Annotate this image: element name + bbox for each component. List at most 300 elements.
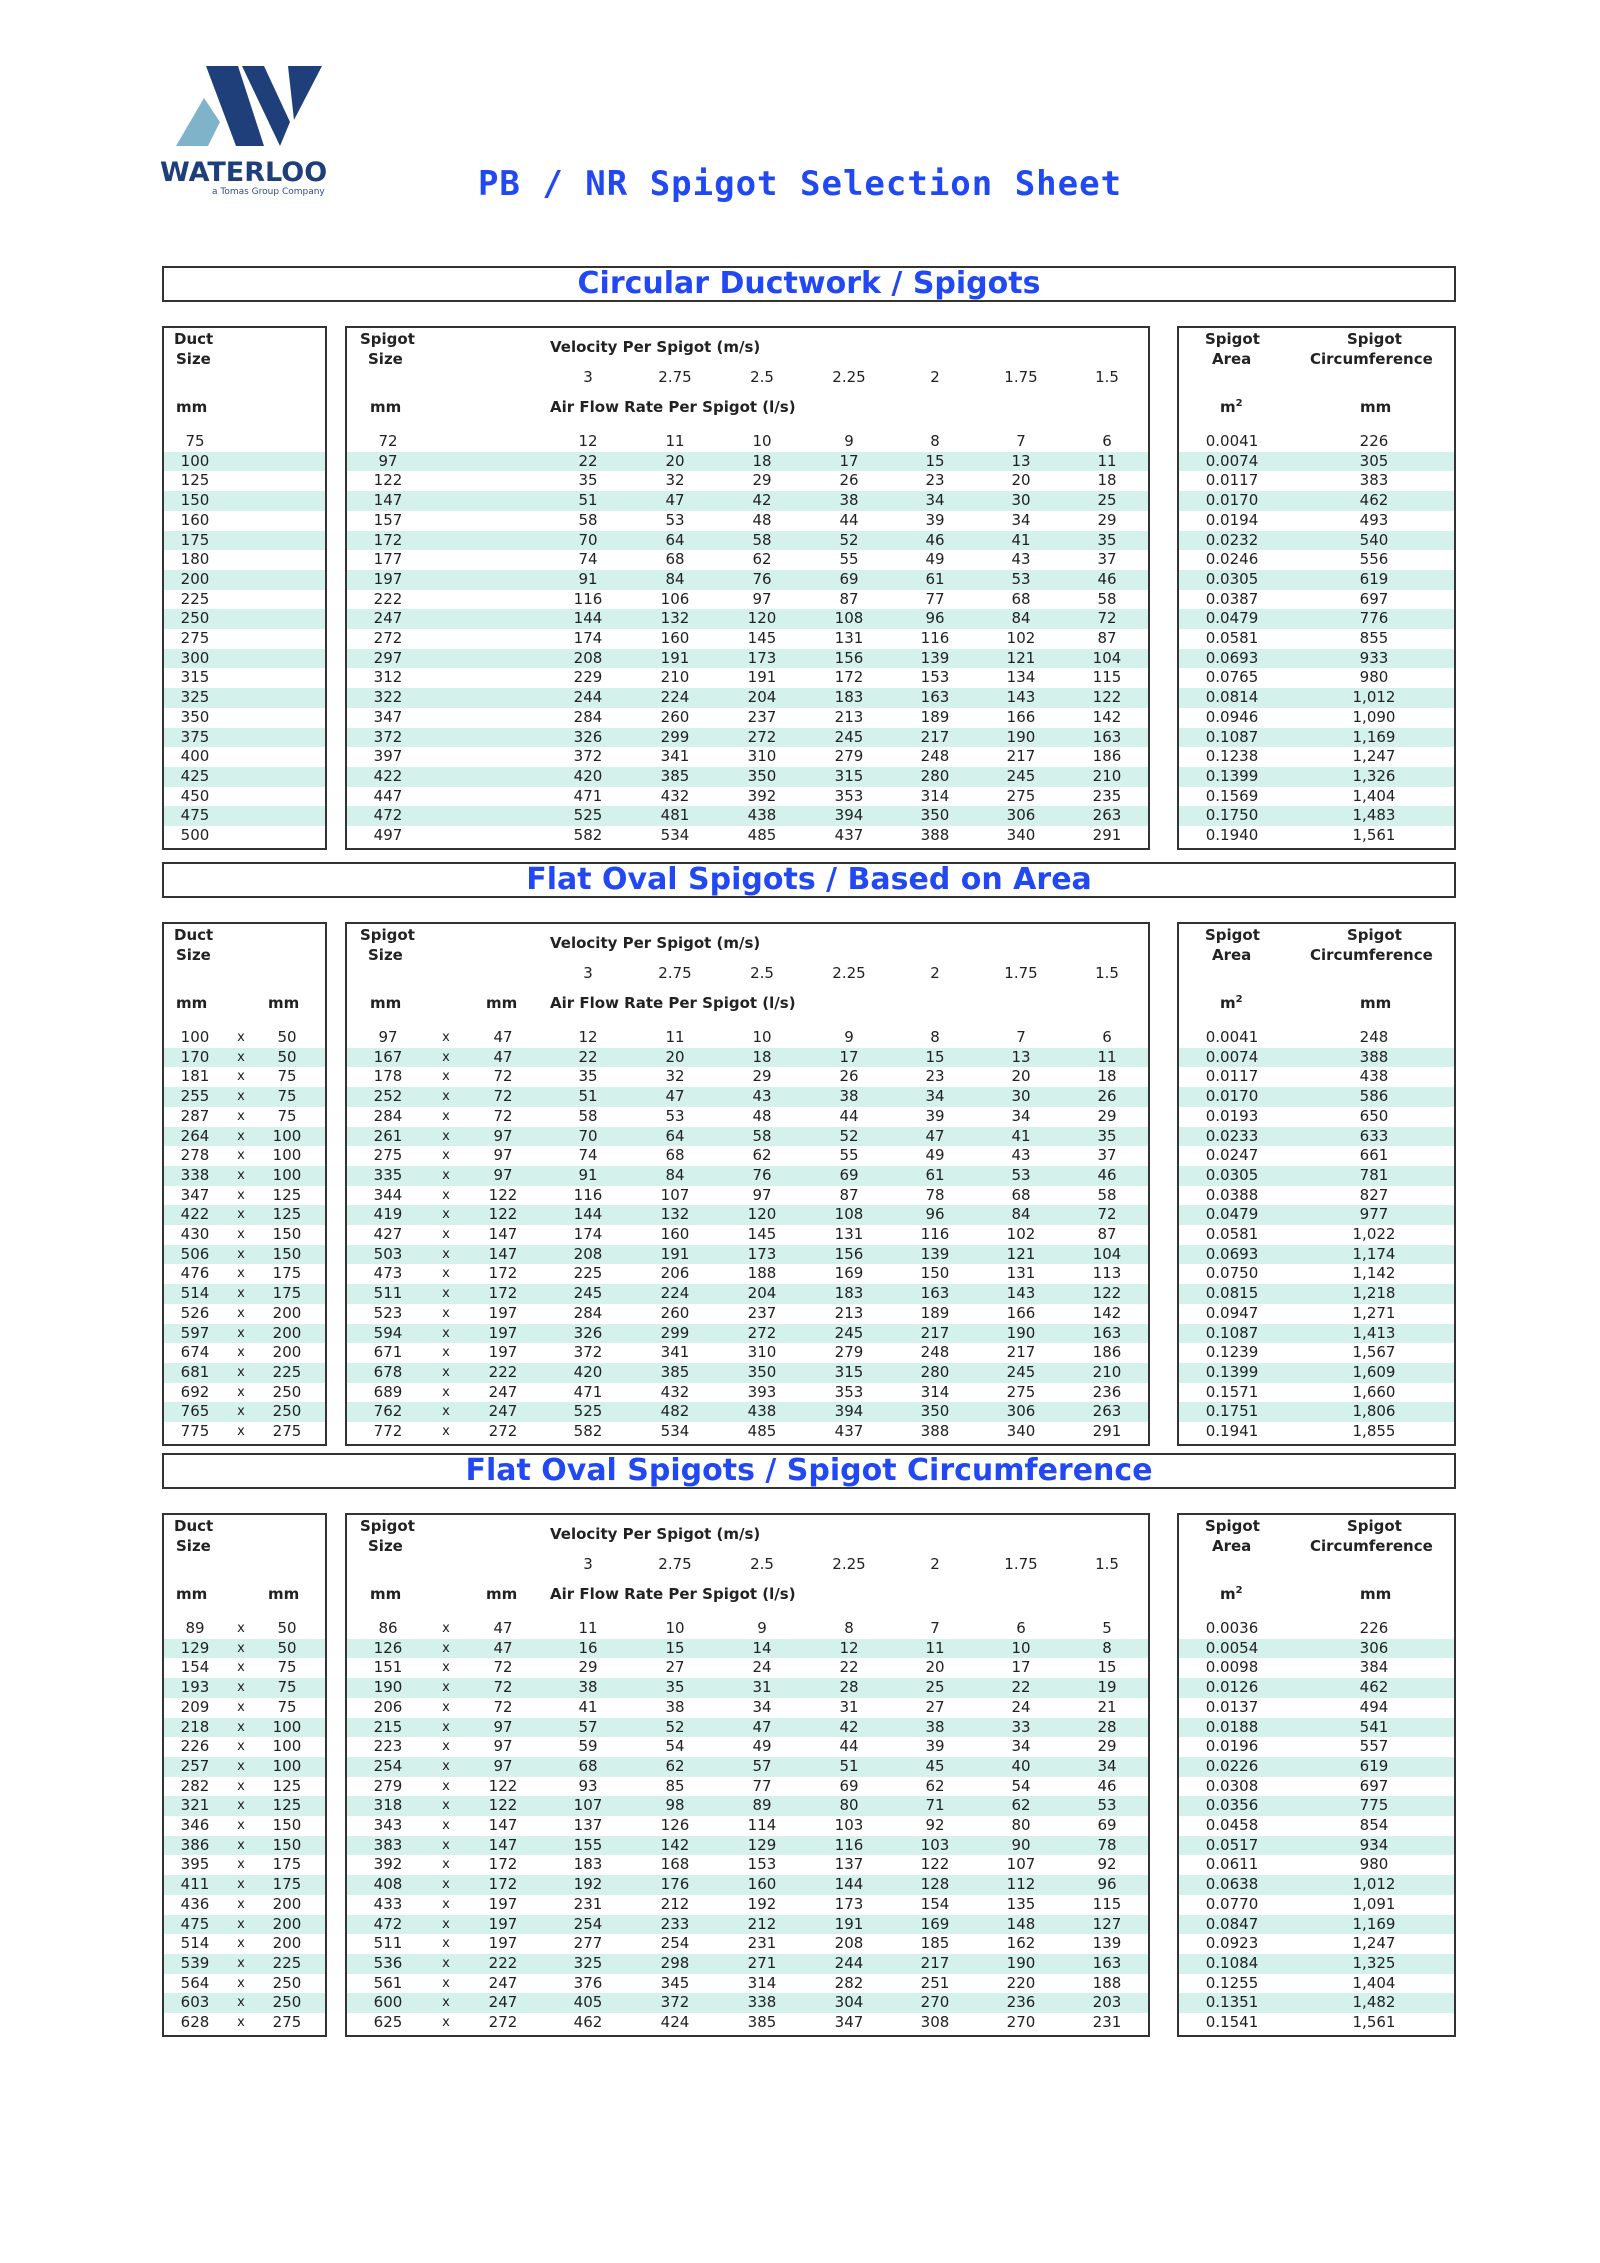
spigot-area: 0.0247 (1205, 1146, 1259, 1165)
airflow-value: 191 (660, 1244, 690, 1263)
duct-width: 347 (180, 1185, 210, 1204)
spigot-circ-label: Spigot (1347, 1517, 1402, 1535)
airflow-value: 103 (834, 1816, 864, 1834)
airflow-value: 128 (920, 1875, 950, 1894)
spigot-times: x (442, 1995, 450, 2011)
duct-height: 175 (272, 1284, 302, 1303)
size-label: Size (176, 1537, 211, 1555)
airflow-value: 30 (1011, 1087, 1031, 1106)
airflow-value: 229 (573, 668, 603, 687)
airflow-value: 237 (747, 1303, 777, 1322)
duct-size: 350 (180, 707, 210, 726)
airflow-value: 35 (665, 1678, 685, 1697)
spigot-width: 625 (373, 2013, 403, 2031)
airflow-value: 78 (1097, 1835, 1117, 1854)
airflow-value: 15 (925, 1047, 945, 1066)
spigot-area: 0.0638 (1205, 1875, 1259, 1894)
duct-size: 450 (180, 786, 210, 805)
velocity-value: 2 (930, 964, 940, 982)
spigot-area: 0.0923 (1205, 1934, 1259, 1953)
airflow-value: 482 (660, 1402, 690, 1421)
spigot-size: 472 (373, 806, 403, 825)
airflow-value: 173 (747, 648, 777, 667)
airflow-value: 132 (660, 609, 690, 628)
airflow-value: 48 (752, 1106, 772, 1125)
airflow-value: 58 (578, 510, 598, 529)
airflow-value: 172 (834, 668, 864, 687)
spigot-area: 0.0946 (1205, 707, 1259, 726)
spigot-times: x (442, 1266, 450, 1282)
spigot-area: 0.0814 (1205, 688, 1259, 707)
airflow-value: 80 (1011, 1816, 1031, 1834)
spigot-width: 126 (373, 1638, 403, 1657)
airflow-value: 46 (925, 530, 945, 549)
airflow-value: 254 (573, 1914, 603, 1933)
spigot-height: 47 (493, 1638, 513, 1657)
airflow-value: 24 (1011, 1697, 1031, 1716)
duct-width: 100 (180, 1028, 210, 1046)
duct-height: 125 (272, 1796, 302, 1815)
duct-width: 264 (180, 1126, 210, 1145)
spigot-circumference: 1,326 (1352, 766, 1396, 785)
airflow-value: 8 (844, 1619, 854, 1637)
duct-height: 225 (272, 1953, 302, 1972)
airflow-value: 270 (920, 1993, 950, 2012)
airflow-value: 53 (1011, 569, 1031, 588)
airflow-value: 39 (925, 1106, 945, 1125)
duct-width: 321 (180, 1796, 210, 1815)
spigot-circumference: 1,567 (1352, 1343, 1396, 1362)
duct-height: 200 (272, 1303, 302, 1322)
airflow-value: 284 (573, 707, 603, 726)
spigot-size: 372 (373, 727, 403, 746)
airflow-value: 10 (665, 1619, 685, 1637)
circ-unit-mm: mm (1360, 994, 1392, 1012)
airflow-value: 38 (839, 1087, 859, 1106)
duct-height: 100 (272, 1737, 302, 1756)
duct-width: 89 (185, 1619, 205, 1637)
airflow-value: 29 (1097, 1106, 1117, 1125)
airflow-value: 27 (925, 1697, 945, 1716)
airflow-value: 23 (925, 471, 945, 490)
spigot-unit-mm: mm (370, 994, 402, 1012)
airflow-value: 40 (1011, 1756, 1031, 1775)
duct-times: x (237, 1758, 245, 1774)
airflow-value: 115 (1092, 1894, 1122, 1913)
spigot-height: 247 (488, 1402, 518, 1421)
airflow-value: 90 (1011, 1835, 1031, 1854)
airflow-value: 87 (839, 1185, 859, 1204)
velocity-value: 2 (930, 368, 940, 386)
airflow-value: 143 (1006, 1284, 1036, 1303)
duct-width: 436 (180, 1894, 210, 1913)
airflow-value: 84 (665, 1165, 685, 1184)
airflow-value: 42 (839, 1717, 859, 1736)
airflow-value: 84 (665, 569, 685, 588)
airflow-value: 306 (1006, 1402, 1036, 1421)
duct-times: x (237, 1069, 245, 1085)
spigot-size: 497 (373, 826, 403, 844)
airflow-value: 55 (839, 550, 859, 569)
airflow-value: 213 (834, 707, 864, 726)
circ-unit-mm: mm (1360, 1585, 1392, 1603)
spigot-area: 0.1751 (1205, 1402, 1259, 1421)
duct-times: x (237, 1128, 245, 1144)
spigot-height: 122 (488, 1796, 518, 1815)
spigot-area: 0.0170 (1205, 491, 1259, 510)
airflow-value: 245 (834, 1323, 864, 1342)
airflow-value: 156 (834, 648, 864, 667)
airflow-value: 481 (660, 806, 690, 825)
airflow-value: 341 (660, 747, 690, 766)
spigot-times: x (442, 1699, 450, 1715)
airflow-value: 217 (920, 1953, 950, 1972)
duct-times: x (237, 1227, 245, 1242)
duct-size: 75 (185, 432, 205, 450)
spigot-circumference: 980 (1359, 1855, 1389, 1874)
spigot-times: x (442, 1739, 450, 1755)
velocity-value: 1.75 (1004, 1555, 1038, 1573)
spigot-circumference: 776 (1359, 609, 1389, 628)
duct-times: x (237, 1325, 245, 1341)
spigot-height: 47 (493, 1028, 513, 1046)
airflow-value: 132 (660, 1205, 690, 1224)
airflow-value: 188 (1092, 1973, 1122, 1992)
velocity-value: 2.5 (750, 1555, 774, 1573)
spigot-circumference: 1,090 (1352, 707, 1396, 726)
spigot-area: 0.0246 (1205, 550, 1259, 569)
airflow-value: 126 (660, 1816, 690, 1834)
duct-height: 50 (277, 1619, 297, 1637)
airflow-value: 34 (752, 1697, 772, 1716)
spigot-circumference: 1,609 (1352, 1362, 1396, 1381)
airflow-value: 341 (660, 1343, 690, 1362)
spigot-area: 0.0117 (1205, 471, 1259, 490)
duct-times: x (237, 1030, 245, 1045)
velocity-label: Velocity Per Spigot (m/s) (550, 1525, 761, 1543)
duct-size: 475 (180, 806, 210, 825)
spigot-height: 147 (488, 1835, 518, 1854)
spigot-height: 72 (493, 1697, 513, 1716)
spigot-width: 408 (373, 1875, 403, 1894)
airflow-value: 25 (1097, 491, 1117, 510)
area-unit-text: m (1220, 398, 1236, 416)
airflow-value: 104 (1092, 648, 1122, 667)
airflow-value: 236 (1006, 1993, 1036, 2012)
spigot-times: x (442, 1364, 450, 1380)
spigot-circumference: 1,482 (1352, 1993, 1396, 2012)
spigot-circumference: 586 (1359, 1087, 1389, 1106)
page-title: PB / NR Spigot Selection Sheet (477, 164, 1123, 204)
airflow-value: 272 (747, 727, 777, 746)
airflow-value: 28 (839, 1678, 859, 1697)
spigot-times: x (442, 1286, 450, 1302)
duct-times: x (237, 1995, 245, 2011)
spigot-unit-mm: mm (370, 1585, 402, 1603)
duct-unit-mm: mm (268, 994, 300, 1012)
spigot-width: 215 (373, 1717, 403, 1736)
airflow-label: Air Flow Rate Per Spigot (l/s) (550, 398, 796, 416)
area-unit-superscript: 2 (1235, 398, 1243, 409)
duct-width: 564 (180, 1973, 210, 1992)
spigot-times: x (442, 1227, 450, 1242)
airflow-value: 314 (747, 1973, 777, 1992)
airflow-value: 208 (573, 1244, 603, 1263)
spigot-area: 0.0387 (1205, 589, 1259, 608)
velocity-value: 3 (583, 1555, 593, 1573)
spigot-height: 122 (488, 1776, 518, 1795)
spigot-height: 172 (488, 1875, 518, 1894)
duct-times: x (237, 1364, 245, 1380)
airflow-value: 17 (839, 451, 859, 470)
airflow-value: 153 (747, 1855, 777, 1874)
spigot-area: 0.0305 (1205, 569, 1259, 588)
duct-size: 375 (180, 727, 210, 746)
airflow-value: 217 (920, 1323, 950, 1342)
spigot-height: 97 (493, 1737, 513, 1756)
airflow-value: 47 (665, 1087, 685, 1106)
duct-size: 275 (180, 629, 210, 647)
spigot-width: 536 (373, 1953, 403, 1972)
airflow-value: 299 (660, 1323, 690, 1342)
spigot-circumference: 306 (1359, 1638, 1389, 1657)
spigot-height: 97 (493, 1717, 513, 1736)
airflow-value: 462 (573, 2013, 603, 2031)
airflow-value: 244 (573, 688, 603, 707)
spigot-height: 272 (488, 2013, 518, 2031)
spigot-circumference: 1,247 (1352, 747, 1396, 766)
airflow-value: 220 (1006, 1973, 1036, 1992)
airflow-value: 394 (834, 806, 864, 825)
spigot-height: 72 (493, 1067, 513, 1086)
spigot-size: 97 (378, 451, 398, 470)
airflow-value: 59 (578, 1737, 598, 1756)
airflow-value: 275 (1006, 786, 1036, 805)
airflow-value: 212 (747, 1914, 777, 1933)
area-unit-text: m (1220, 994, 1236, 1012)
airflow-value: 350 (920, 1402, 950, 1421)
airflow-value: 217 (1006, 1343, 1036, 1362)
airflow-value: 304 (834, 1993, 864, 2012)
duct-times: x (237, 1916, 245, 1932)
airflow-value: 53 (665, 1106, 685, 1125)
logo-tagline: a Tomas Group Company (212, 187, 325, 197)
airflow-value: 174 (573, 1225, 603, 1243)
spigot-circumference: 619 (1359, 569, 1389, 588)
duct-unit-mm: mm (268, 1585, 300, 1603)
duct-times: x (237, 1798, 245, 1814)
duct-height: 250 (272, 1402, 302, 1421)
airflow-value: 34 (1097, 1756, 1117, 1775)
duct-times: x (237, 1778, 245, 1794)
airflow-value: 18 (752, 451, 772, 470)
airflow-value: 77 (752, 1776, 772, 1795)
spigot-area: 0.1087 (1205, 727, 1259, 746)
airflow-value: 77 (925, 589, 945, 608)
airflow-value: 280 (920, 766, 950, 785)
spigot-circumference: 781 (1359, 1165, 1389, 1184)
duct-height: 50 (277, 1028, 297, 1046)
spigot-size: 72 (378, 432, 398, 450)
airflow-value: 245 (1006, 1362, 1036, 1381)
airflow-value: 12 (839, 1638, 859, 1657)
airflow-value: 78 (925, 1185, 945, 1204)
spigot-area: 0.1399 (1205, 1362, 1259, 1381)
airflow-value: 72 (1097, 1205, 1117, 1224)
duct-height: 100 (272, 1126, 302, 1145)
spigot-times: x (442, 1325, 450, 1341)
duct-width: 386 (180, 1835, 210, 1854)
airflow-value: 308 (920, 2013, 950, 2031)
airflow-value: 160 (660, 629, 690, 647)
airflow-value: 432 (660, 1382, 690, 1401)
airflow-value: 160 (747, 1875, 777, 1894)
spigot-circumference: 1,142 (1352, 1264, 1396, 1283)
spigot-height: 272 (488, 1422, 518, 1440)
airflow-value: 91 (578, 569, 598, 588)
duct-times: x (237, 1424, 245, 1439)
airflow-value: 310 (747, 747, 777, 766)
airflow-value: 112 (1006, 1875, 1036, 1894)
spigot-times: x (442, 1818, 450, 1833)
airflow-value: 52 (839, 530, 859, 549)
airflow-value: 345 (660, 1973, 690, 1992)
spigot-area: 0.0479 (1205, 1205, 1259, 1224)
size-label: Size (176, 946, 211, 964)
duct-size: 150 (180, 491, 210, 510)
spigot-width: 318 (373, 1796, 403, 1815)
duct-times: x (237, 1857, 245, 1873)
spigot-times: x (442, 2015, 450, 2030)
airflow-value: 326 (573, 727, 603, 746)
duct-times: x (237, 1345, 245, 1361)
duct-size: 300 (180, 648, 210, 667)
airflow-value: 437 (834, 826, 864, 844)
airflow-value: 6 (1016, 1619, 1026, 1637)
airflow-value: 137 (834, 1855, 864, 1874)
airflow-value: 163 (920, 688, 950, 707)
airflow-value: 29 (752, 471, 772, 490)
duct-width: 597 (180, 1323, 210, 1342)
spigot-height: 47 (493, 1619, 513, 1637)
spigot-height: 197 (488, 1343, 518, 1362)
velocity-value: 2.75 (658, 1555, 692, 1573)
spigot-times: x (442, 1424, 450, 1439)
airflow-value: 69 (1097, 1816, 1117, 1834)
spigot-height: 72 (493, 1087, 513, 1106)
airflow-value: 20 (665, 1047, 685, 1066)
airflow-value: 192 (573, 1875, 603, 1894)
spigot-circumference: 1,271 (1352, 1303, 1396, 1322)
spigot-circumference: 1,169 (1352, 1914, 1396, 1933)
spigot-width: 511 (373, 1284, 403, 1303)
spigot-area: 0.0581 (1205, 1225, 1259, 1243)
airflow-value: 471 (573, 1382, 603, 1401)
duct-width: 475 (180, 1914, 210, 1933)
airflow-value: 315 (834, 766, 864, 785)
airflow-value: 38 (925, 1717, 945, 1736)
area-unit-superscript: 2 (1235, 994, 1243, 1005)
airflow-value: 188 (747, 1264, 777, 1283)
airflow-value: 208 (573, 648, 603, 667)
spigot-area: 0.0194 (1205, 510, 1259, 529)
airflow-value: 11 (925, 1638, 945, 1657)
airflow-value: 22 (1011, 1678, 1031, 1697)
duct-times: x (237, 1699, 245, 1715)
airflow-value: 122 (1092, 1284, 1122, 1303)
duct-width: 681 (180, 1362, 210, 1381)
airflow-value: 49 (925, 1146, 945, 1165)
airflow-value: 76 (752, 1165, 772, 1184)
spigot-width: 472 (373, 1914, 403, 1933)
airflow-value: 260 (660, 1303, 690, 1322)
airflow-value: 20 (1011, 471, 1031, 490)
duct-times: x (237, 1936, 245, 1952)
airflow-value: 35 (578, 471, 598, 490)
spigot-height: 72 (493, 1658, 513, 1677)
spigot-width: 261 (373, 1126, 403, 1145)
spigot-times: x (442, 1089, 450, 1105)
airflow-value: 217 (1006, 747, 1036, 766)
airflow-value: 62 (752, 1146, 772, 1165)
airflow-value: 388 (920, 826, 950, 844)
spigot-width: 178 (373, 1067, 403, 1086)
spigot-times: x (442, 1936, 450, 1952)
velocity-value: 2.25 (832, 1555, 866, 1573)
airflow-value: 74 (578, 550, 598, 569)
airflow-value: 34 (925, 491, 945, 510)
airflow-value: 96 (925, 1205, 945, 1224)
spigot-height: 222 (488, 1362, 518, 1381)
airflow-value: 142 (1092, 1303, 1122, 1322)
spigot-size: 447 (373, 786, 403, 805)
spigot-circumference: 384 (1359, 1658, 1389, 1677)
duct-times: x (237, 1660, 245, 1676)
spigot-circumference: 1,561 (1352, 2013, 1396, 2031)
duct-unit-mm: mm (176, 1585, 208, 1603)
airflow-value: 279 (834, 747, 864, 766)
airflow-value: 224 (660, 688, 690, 707)
spigot-width: 678 (373, 1362, 403, 1381)
airflow-value: 41 (1011, 1126, 1031, 1145)
spigot-label: Spigot (360, 1517, 415, 1535)
airflow-value: 13 (1011, 1047, 1031, 1066)
velocity-label: Velocity Per Spigot (m/s) (550, 338, 761, 356)
airflow-value: 53 (665, 510, 685, 529)
airflow-value: 46 (1097, 1165, 1117, 1184)
duct-size: 500 (180, 826, 210, 844)
airflow-value: 10 (752, 432, 772, 450)
airflow-value: 191 (747, 668, 777, 687)
duct-width: 282 (180, 1776, 210, 1795)
duct-size: 125 (180, 471, 210, 490)
airflow-value: 485 (747, 826, 777, 844)
duct-times: x (237, 1975, 245, 1991)
airflow-value: 76 (752, 569, 772, 588)
airflow-value: 15 (1097, 1658, 1117, 1677)
duct-height: 75 (277, 1067, 297, 1086)
spigot-circumference: 1,561 (1352, 826, 1396, 844)
airflow-value: 37 (1097, 550, 1117, 569)
duct-height: 50 (277, 1047, 297, 1066)
spigot-width: 511 (373, 1934, 403, 1953)
duct-height: 225 (272, 1362, 302, 1381)
airflow-value: 6 (1102, 432, 1112, 450)
spigot-size: 172 (373, 530, 403, 549)
airflow-value: 26 (839, 1067, 859, 1086)
duct-size: 160 (180, 510, 210, 529)
airflow-value: 282 (834, 1973, 864, 1992)
